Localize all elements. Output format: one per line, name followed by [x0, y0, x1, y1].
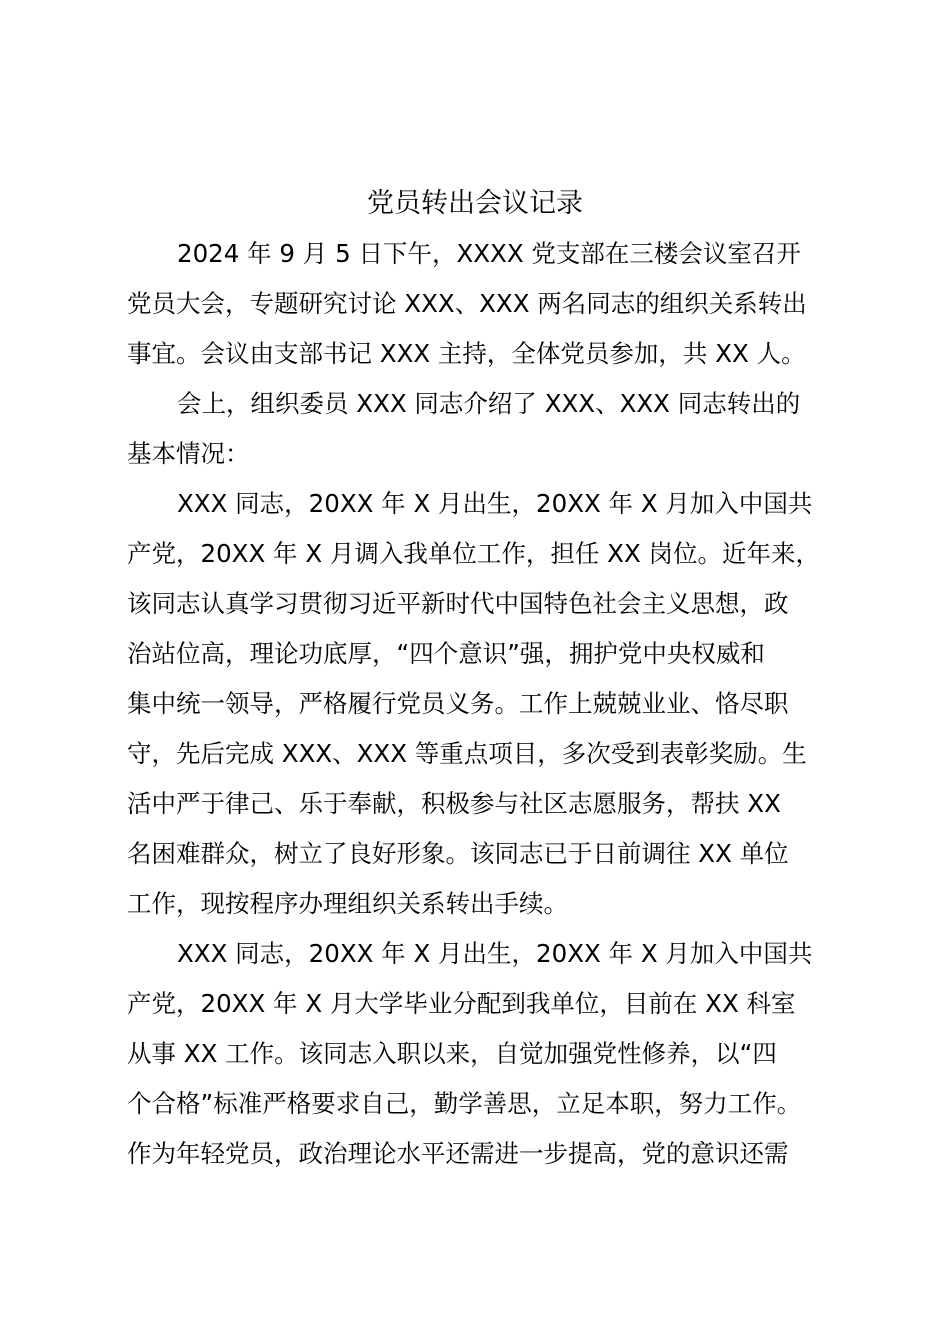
paragraph-line: 集中统一领导，严格履行党员义务。工作上兢兢业业、恪尽职 — [127, 689, 789, 718]
paragraph-line: XXX 同志，20XX 年 X 月出生，20XX 年 X 月加入中国共 — [177, 939, 813, 968]
paragraph-line: 产党，20XX 年 X 月调入我单位工作，担任 XX 岗位。近年来， — [127, 539, 821, 568]
paragraph-line: 守，先后完成 XXX、XXX 等重点项目，多次受到表彰奖励。生 — [127, 739, 807, 768]
paragraph-line: 产党，20XX 年 X 月大学毕业分配到我单位，目前在 XX 科室 — [127, 989, 796, 1018]
paragraph-line: 该同志认真学习贯彻习近平新时代中国特色社会主义思想，政 — [127, 589, 789, 618]
paragraph-line: 活中严于律己、乐于奉献，积极参与社区志愿服务，帮扶 XX — [127, 789, 781, 818]
paragraph-line: 名困难群众，树立了良好形象。该同志已于日前调往 XX 单位 — [127, 839, 789, 868]
paragraph-line: 作为年轻党员，政治理论水平还需进一步提高，党的意识还需 — [127, 1139, 789, 1168]
paragraph-line: 从事 XX 工作。该同志入职以来，自觉加强党性修养，以“四 — [127, 1039, 777, 1068]
paragraph-line: 党员大会，专题研究讨论 XXX、XXX 两名同志的组织关系转出 — [127, 289, 807, 318]
paragraph-line: 2024 年 9 月 5 日下午，XXXX 党支部在三楼会议室召开 — [177, 239, 801, 268]
paragraph-line: 个合格”标准严格要求自己，勤学善思，立足本职，努力工作。 — [127, 1089, 802, 1118]
paragraph-line: 基本情况： — [127, 439, 250, 468]
paragraph-line: 治站位高，理论功底厚，“四个意识”强，拥护党中央权威和 — [127, 639, 765, 668]
paragraph-line: XXX 同志，20XX 年 X 月出生，20XX 年 X 月加入中国共 — [177, 489, 813, 518]
paragraph-line: 事宜。会议由支部书记 XXX 主持，全体党员参加，共 XX 人。 — [127, 339, 806, 368]
document-title: 党员转出会议记录 — [367, 188, 583, 219]
paragraph-line: 工作，现按程序办理组织关系转出手续。 — [127, 889, 568, 918]
paragraph-line: 会上，组织委员 XXX 同志介绍了 XXX、XXX 同志转出的 — [177, 389, 801, 418]
